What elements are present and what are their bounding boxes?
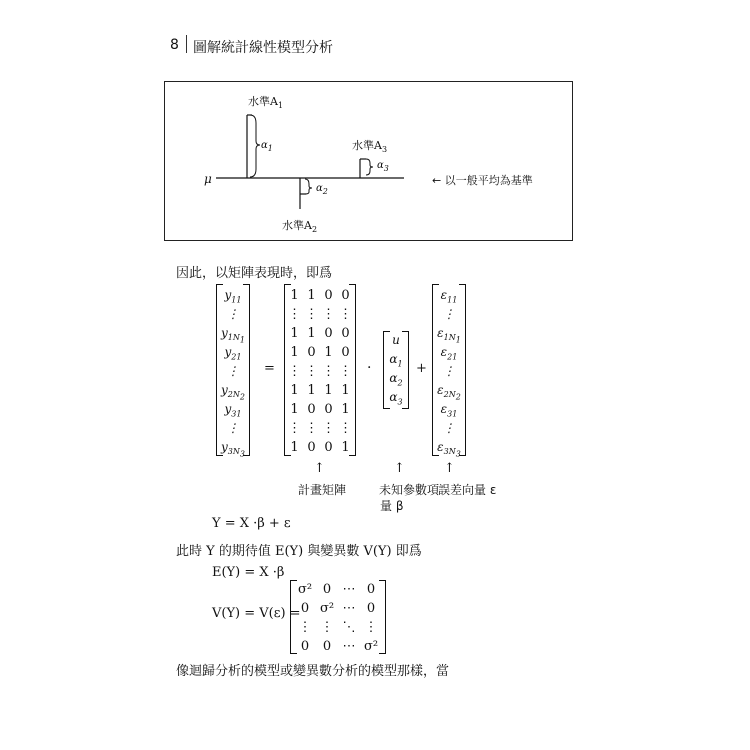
param-u: u xyxy=(392,333,400,347)
param-alpha1: $\alpha_1$ xyxy=(389,352,403,369)
variance-cell-1-2: ⋯ xyxy=(342,601,356,616)
variance-cell-2-0: ⋮ xyxy=(298,620,312,635)
expectation-formula: E(Y) = X ·β xyxy=(212,565,285,580)
page-header xyxy=(170,37,179,53)
book-title: 圖解統計線性模型分析 xyxy=(193,40,333,56)
variance-cell-0-0: σ² xyxy=(297,582,313,597)
y-vdots-1: ⋮ xyxy=(227,307,239,321)
variance-cell-3-1: 0 xyxy=(322,639,332,654)
variance-cell-0-3: 0 xyxy=(366,582,376,597)
page-number: 8 xyxy=(170,37,179,53)
design-matrix xyxy=(284,284,356,456)
design-cell-3-3: 0 xyxy=(341,345,350,360)
eps-1n1: $\varepsilon_{1N_1}$ xyxy=(437,326,461,345)
y-2n2: $y_{2N_2}$ xyxy=(221,383,245,402)
label-alpha1: $\alpha_1$ xyxy=(261,140,273,153)
design-cell-7-2: ⋮ xyxy=(322,421,335,436)
model-formula: Y = X ·β + ε xyxy=(212,516,291,531)
text-line-3: 像迴歸分析的模型或變異數分析的模型那樣，當 xyxy=(176,664,450,679)
eps-vdots-2: ⋮ xyxy=(443,364,455,378)
design-cell-0-0: 1 xyxy=(290,288,299,303)
variance-cell-3-3: σ² xyxy=(363,639,379,654)
y-1n1: $y_{1N_1}$ xyxy=(221,326,245,345)
design-cell-4-0: ⋮ xyxy=(288,364,301,379)
eps-vdots-3: ⋮ xyxy=(443,421,455,435)
design-cell-3-1: 0 xyxy=(307,345,316,360)
text-line-2: 此時 Y 的期待值 E(Y) 與變異數 V(Y) 即爲 xyxy=(176,544,422,559)
eps-31: $\varepsilon_{31}$ xyxy=(440,402,458,419)
variance-cell-1-3: 0 xyxy=(366,601,376,616)
equals-sign: = xyxy=(264,361,275,376)
param-vector xyxy=(383,331,409,409)
design-cell-6-2: 0 xyxy=(324,402,333,417)
eps-vdots-1: ⋮ xyxy=(443,307,455,321)
arrow-param: ↑ xyxy=(394,461,405,476)
design-cell-5-1: 1 xyxy=(307,383,316,398)
baseline-note: ← 以一般平均為基準 xyxy=(432,174,533,187)
design-cell-7-0: ⋮ xyxy=(288,421,301,436)
label-design-matrix: 計畫矩陣 xyxy=(298,483,347,497)
variance-matrix xyxy=(290,580,386,654)
label-error-vector: 誤差向量 ε xyxy=(438,483,497,497)
design-cell-5-3: 1 xyxy=(341,383,350,398)
design-cell-8-3: 1 xyxy=(341,440,350,455)
label-alpha3: $\alpha_3$ xyxy=(377,160,389,173)
design-cell-3-0: 1 xyxy=(290,345,299,360)
design-cell-4-2: ⋮ xyxy=(322,364,335,379)
design-matrix-cells xyxy=(286,286,354,457)
design-cell-0-2: 0 xyxy=(324,288,333,303)
design-cell-4-1: ⋮ xyxy=(305,364,318,379)
design-cell-5-2: 1 xyxy=(324,383,333,398)
design-cell-7-3: ⋮ xyxy=(339,421,352,436)
design-cell-2-2: 0 xyxy=(324,326,333,341)
variance-lhs: V(Y) = V(ε) = xyxy=(212,606,301,621)
design-cell-6-3: 1 xyxy=(341,402,350,417)
eps-21: $\varepsilon_{21}$ xyxy=(440,345,458,362)
label-level-a3: 水準$A_3$ xyxy=(352,139,388,155)
param-alpha2: $\alpha_2$ xyxy=(389,371,403,388)
variance-cell-2-1: ⋮ xyxy=(320,620,334,635)
variance-cell-1-1: σ² xyxy=(319,601,335,616)
label-level-a1: 水準$A_1$ xyxy=(248,95,284,111)
y-11: $y_{11}$ xyxy=(224,288,242,305)
text-line-1: 因此，以矩陣表現時，即爲 xyxy=(176,266,333,281)
variance-cell-1-0: 0 xyxy=(300,601,310,616)
label-mu: μ xyxy=(204,172,212,186)
variance-cell-2-2: ⋱ xyxy=(342,620,356,635)
design-cell-8-0: 1 xyxy=(290,440,299,455)
y-3n3: $y_{3N_3}$ xyxy=(221,440,245,459)
plus-sign: + xyxy=(416,361,427,376)
design-cell-2-1: 1 xyxy=(307,326,316,341)
design-cell-3-2: 1 xyxy=(324,345,333,360)
design-cell-8-2: 0 xyxy=(324,440,333,455)
effects-diagram xyxy=(164,81,573,241)
design-cell-5-0: 1 xyxy=(290,383,299,398)
y-31: $y_{31}$ xyxy=(224,402,242,419)
y-vector xyxy=(216,284,250,459)
design-cell-0-3: 0 xyxy=(341,288,350,303)
eps-2n2: $\varepsilon_{2N_2}$ xyxy=(437,383,461,402)
design-cell-2-3: 0 xyxy=(341,326,350,341)
design-cell-1-3: ⋮ xyxy=(339,307,352,322)
design-cell-2-0: 1 xyxy=(290,326,299,341)
y-vdots-3: ⋮ xyxy=(227,421,239,435)
design-cell-4-3: ⋮ xyxy=(339,364,352,379)
variance-cell-0-2: ⋯ xyxy=(342,582,356,597)
y-vdots-2: ⋮ xyxy=(227,364,239,378)
arrow-error: ↑ xyxy=(444,461,455,476)
dot-operator: · xyxy=(367,360,372,376)
design-cell-8-1: 0 xyxy=(307,440,316,455)
design-cell-6-1: 0 xyxy=(307,402,316,417)
param-alpha3: $\alpha_3$ xyxy=(389,390,403,407)
y-21: $y_{21}$ xyxy=(224,345,242,362)
design-cell-7-1: ⋮ xyxy=(305,421,318,436)
variance-cell-3-2: ⋯ xyxy=(342,639,356,654)
design-cell-1-1: ⋮ xyxy=(305,307,318,322)
eps-3n3: $\varepsilon_{3N_3}$ xyxy=(437,440,461,459)
label-alpha2: $\alpha_2$ xyxy=(316,183,328,196)
variance-cell-3-0: 0 xyxy=(300,639,310,654)
label-beta: 量 β xyxy=(380,499,404,513)
variance-cell-0-1: 0 xyxy=(322,582,332,597)
error-vector xyxy=(432,284,466,459)
label-unknown-param: 未知參數項 xyxy=(379,483,440,497)
header-divider xyxy=(186,35,187,53)
arrow-design: ↑ xyxy=(314,461,325,476)
eps-11: $\varepsilon_{11}$ xyxy=(440,288,458,305)
design-cell-6-0: 1 xyxy=(290,402,299,417)
variance-matrix-cells xyxy=(294,580,382,656)
design-cell-1-0: ⋮ xyxy=(288,307,301,322)
design-cell-0-1: 1 xyxy=(307,288,316,303)
label-level-a2: 水準$A_2$ xyxy=(282,219,318,235)
variance-cell-2-3: ⋮ xyxy=(364,620,378,635)
design-cell-1-2: ⋮ xyxy=(322,307,335,322)
